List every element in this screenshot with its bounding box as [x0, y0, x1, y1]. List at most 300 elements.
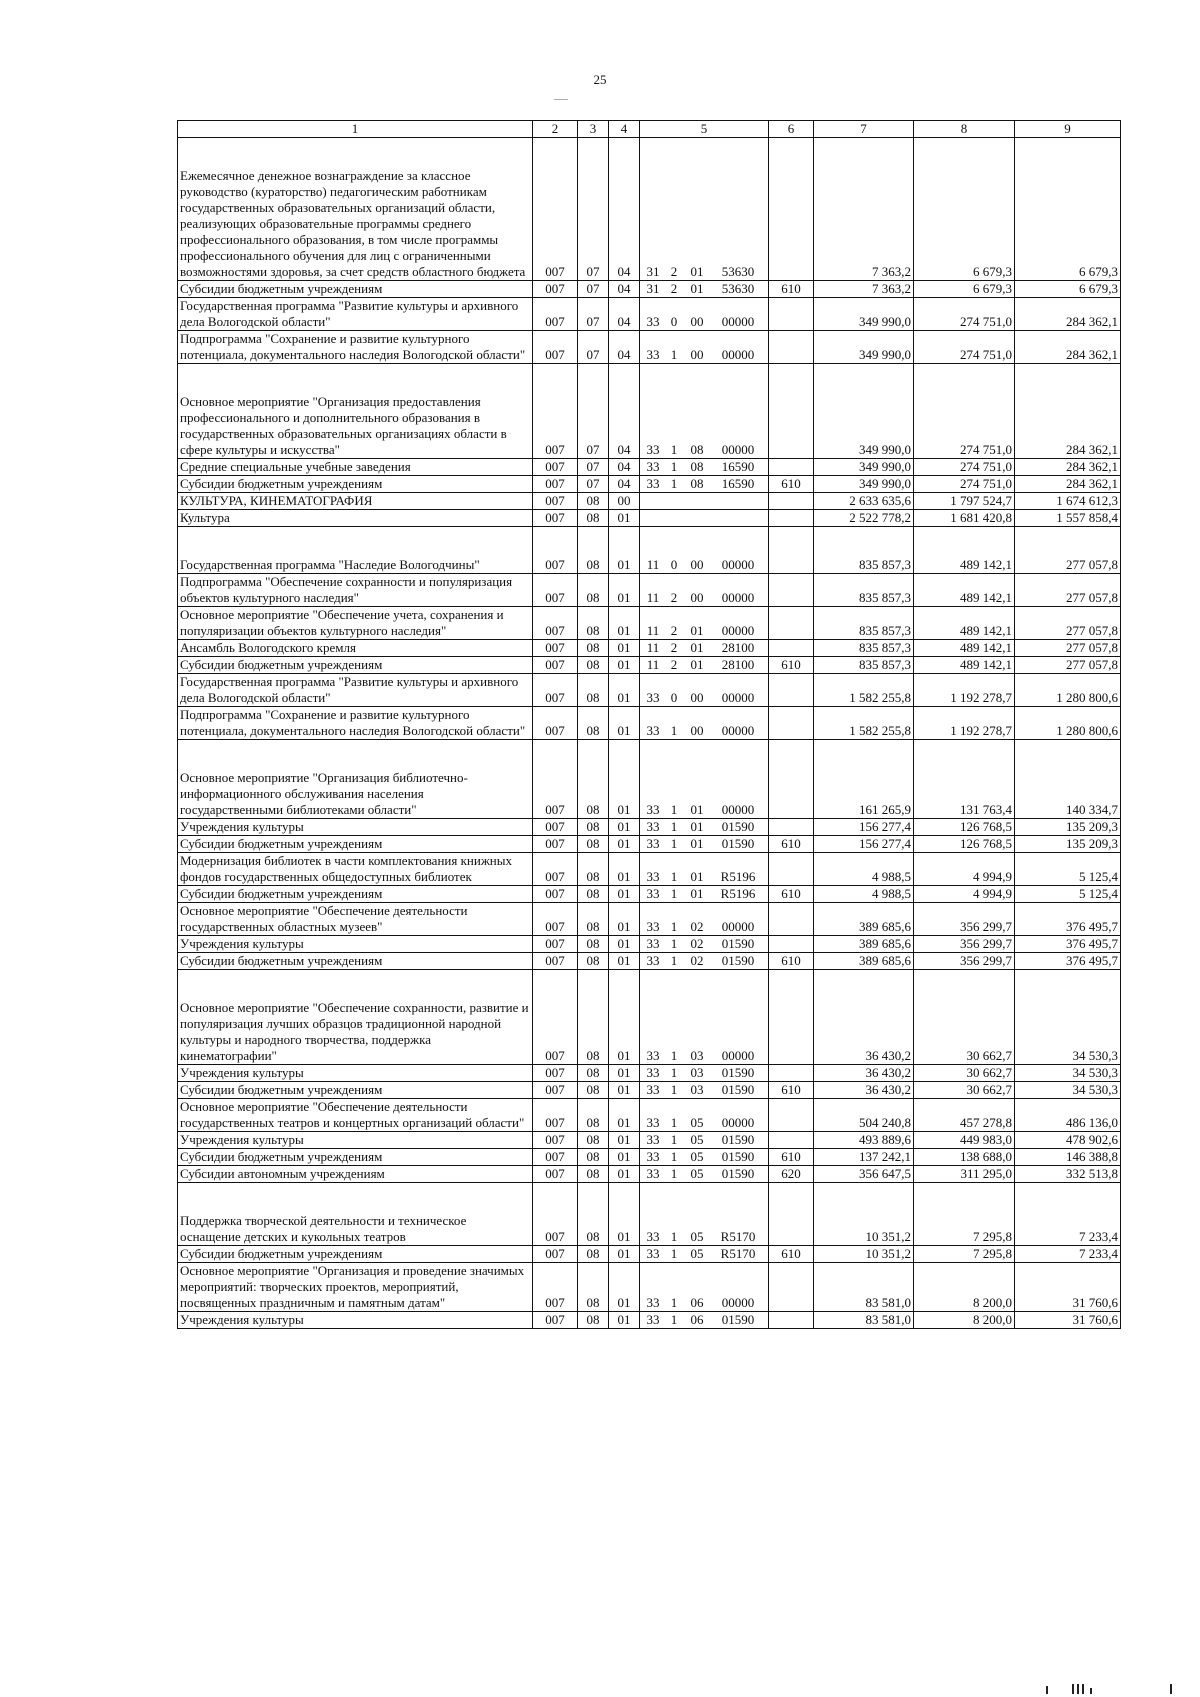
code-section: 08 — [578, 970, 609, 1065]
header-cell: 4 — [609, 121, 640, 138]
amount-year-1: 2 522 778,2 — [814, 510, 914, 527]
amount-year-3: 1 280 800,6 — [1015, 707, 1121, 740]
code-section: 08 — [578, 510, 609, 527]
amount-year-3: 284 362,1 — [1015, 364, 1121, 459]
row-name: Субсидии бюджетным учреждениям — [178, 1246, 533, 1263]
table-row — [178, 740, 1121, 819]
code-target-article — [640, 836, 769, 853]
code-event: 01 — [690, 640, 704, 655]
amount-year-3: 34 530,3 — [1015, 970, 1121, 1065]
code-section: 08 — [578, 1065, 609, 1082]
table-row — [178, 936, 1121, 953]
code-direction: 16590 — [721, 459, 755, 474]
code-event: 06 — [690, 1312, 704, 1327]
table-row — [178, 1246, 1121, 1263]
code-direction: 01590 — [721, 1132, 755, 1147]
code-expense-type — [769, 510, 814, 527]
code-target-article — [640, 607, 769, 640]
code-subprogram: 0 — [670, 557, 678, 572]
code-section: 07 — [578, 476, 609, 493]
code-direction: 00000 — [721, 919, 755, 934]
amount-year-2: 489 142,1 — [914, 527, 1015, 574]
code-section: 08 — [578, 1149, 609, 1166]
code-direction: 53630 — [721, 264, 755, 279]
code-direction: 01590 — [721, 1149, 755, 1164]
code-section: 08 — [578, 707, 609, 740]
code-ministry: 007 — [533, 527, 578, 574]
code-ministry: 007 — [533, 281, 578, 298]
code-ministry: 007 — [533, 138, 578, 281]
amount-year-1: 349 990,0 — [814, 459, 914, 476]
table-row — [178, 331, 1121, 364]
code-section: 08 — [578, 853, 609, 886]
amount-year-3: 376 495,7 — [1015, 936, 1121, 953]
table-row — [178, 886, 1121, 903]
table-row — [178, 1099, 1121, 1132]
amount-year-1: 356 647,5 — [814, 1166, 914, 1183]
amount-year-1: 835 857,3 — [814, 657, 914, 674]
code-direction: 00000 — [721, 802, 755, 817]
code-subprogram: 1 — [670, 1166, 678, 1181]
code-expense-type — [769, 1099, 814, 1132]
code-event: 05 — [690, 1149, 704, 1164]
amount-year-2: 356 299,7 — [914, 953, 1015, 970]
code-ministry: 007 — [533, 1132, 578, 1149]
amount-year-3: 135 209,3 — [1015, 819, 1121, 836]
code-section: 08 — [578, 1183, 609, 1246]
code-expense-type — [769, 707, 814, 740]
code-event: 03 — [690, 1065, 704, 1080]
amount-year-1: 36 430,2 — [814, 970, 914, 1065]
code-section: 08 — [578, 936, 609, 953]
table-row — [178, 953, 1121, 970]
table-row — [178, 1312, 1121, 1329]
code-target-article — [640, 298, 769, 331]
code-subsection: 01 — [609, 853, 640, 886]
amount-year-3: 277 057,8 — [1015, 657, 1121, 674]
amount-year-3: 1 674 612,3 — [1015, 493, 1121, 510]
code-subprogram: 1 — [670, 459, 678, 474]
code-target-article — [640, 281, 769, 298]
amount-year-3: 31 760,6 — [1015, 1263, 1121, 1312]
amount-year-3: 31 760,6 — [1015, 1312, 1121, 1329]
code-subsection: 01 — [609, 657, 640, 674]
code-subprogram: 1 — [670, 802, 678, 817]
code-ministry: 007 — [533, 510, 578, 527]
code-expense-type: 610 — [769, 886, 814, 903]
amount-year-2: 489 142,1 — [914, 607, 1015, 640]
code-direction: 28100 — [721, 640, 755, 655]
code-ministry: 007 — [533, 674, 578, 707]
amount-year-1: 156 277,4 — [814, 819, 914, 836]
code-subprogram: 1 — [670, 442, 678, 457]
code-target-article — [640, 886, 769, 903]
row-name: Подпрограмма "Сохранение и развитие культурного потенциала, документального наследия Вологодской области" — [178, 707, 533, 740]
scan-marks — [1046, 1684, 1176, 1694]
code-ministry: 007 — [533, 607, 578, 640]
code-subsection: 01 — [609, 970, 640, 1065]
code-program: 33 — [646, 1312, 660, 1327]
amount-year-3: 486 136,0 — [1015, 1099, 1121, 1132]
code-subsection: 01 — [609, 1132, 640, 1149]
table-row — [178, 527, 1121, 574]
amount-year-1: 349 990,0 — [814, 298, 914, 331]
code-ministry: 007 — [533, 574, 578, 607]
code-program: 33 — [646, 936, 660, 951]
header-cell: 3 — [578, 121, 609, 138]
code-program: 33 — [646, 1065, 660, 1080]
code-event: 00 — [690, 557, 704, 572]
code-section: 08 — [578, 903, 609, 936]
code-event: 00 — [690, 723, 704, 738]
code-subsection: 01 — [609, 1082, 640, 1099]
page-number: 25 — [593, 72, 607, 87]
code-event: 01 — [690, 886, 704, 901]
code-target-article — [640, 1312, 769, 1329]
amount-year-2: 131 763,4 — [914, 740, 1015, 819]
row-name: Субсидии бюджетным учреждениям — [178, 953, 533, 970]
code-event: 06 — [690, 1295, 704, 1310]
table-row — [178, 853, 1121, 886]
code-ministry: 007 — [533, 953, 578, 970]
code-event: 08 — [690, 459, 704, 474]
code-subprogram: 1 — [670, 1132, 678, 1147]
amount-year-2: 30 662,7 — [914, 1065, 1015, 1082]
amount-year-1: 83 581,0 — [814, 1312, 914, 1329]
code-program: 33 — [646, 723, 660, 738]
code-program: 11 — [646, 557, 660, 572]
table-row — [178, 1132, 1121, 1149]
code-subprogram: 1 — [670, 1115, 678, 1130]
code-direction: 00000 — [721, 723, 755, 738]
row-name: Учреждения культуры — [178, 1065, 533, 1082]
amount-year-2: 449 983,0 — [914, 1132, 1015, 1149]
amount-year-3: 332 513,8 — [1015, 1166, 1121, 1183]
code-subprogram: 2 — [670, 623, 678, 638]
amount-year-3: 34 530,3 — [1015, 1082, 1121, 1099]
row-name: Государственная программа "Наследие Вологодчины" — [178, 527, 533, 574]
amount-year-1: 835 857,3 — [814, 607, 914, 640]
code-program: 33 — [646, 836, 660, 851]
code-section: 08 — [578, 527, 609, 574]
row-name: Учреждения культуры — [178, 936, 533, 953]
amount-year-2: 8 200,0 — [914, 1263, 1015, 1312]
amount-year-2: 4 994,9 — [914, 886, 1015, 903]
code-subprogram: 1 — [670, 886, 678, 901]
table-row — [178, 1166, 1121, 1183]
code-target-article — [640, 1246, 769, 1263]
code-expense-type — [769, 138, 814, 281]
amount-year-3: 284 362,1 — [1015, 459, 1121, 476]
amount-year-3: 146 388,8 — [1015, 1149, 1121, 1166]
code-ministry: 007 — [533, 640, 578, 657]
amount-year-1: 7 363,2 — [814, 281, 914, 298]
code-expense-type — [769, 574, 814, 607]
code-direction: 01590 — [721, 1166, 755, 1181]
header-cell: 7 — [814, 121, 914, 138]
code-event: 05 — [690, 1166, 704, 1181]
code-subprogram: 1 — [670, 347, 678, 362]
code-expense-type: 610 — [769, 1246, 814, 1263]
amount-year-3: 6 679,3 — [1015, 138, 1121, 281]
amount-year-3: 284 362,1 — [1015, 476, 1121, 493]
code-subprogram: 1 — [670, 1229, 678, 1244]
code-direction: 16590 — [721, 476, 755, 491]
code-section: 08 — [578, 886, 609, 903]
code-direction: 01590 — [721, 819, 755, 834]
header-cell: 5 — [640, 121, 769, 138]
code-subprogram: 1 — [670, 1048, 678, 1063]
code-section: 08 — [578, 640, 609, 657]
code-expense-type — [769, 1263, 814, 1312]
code-ministry: 007 — [533, 331, 578, 364]
code-ministry: 007 — [533, 853, 578, 886]
code-direction: 01590 — [721, 936, 755, 951]
code-direction: 00000 — [721, 1115, 755, 1130]
amount-year-1: 7 363,2 — [814, 138, 914, 281]
code-direction: 01590 — [721, 1312, 755, 1327]
amount-year-3: 34 530,3 — [1015, 1065, 1121, 1082]
code-subsection: 01 — [609, 936, 640, 953]
row-name: Субсидии бюджетным учреждениям — [178, 886, 533, 903]
code-event: 08 — [690, 442, 704, 457]
code-section: 08 — [578, 953, 609, 970]
code-event: 00 — [690, 690, 704, 705]
code-program: 33 — [646, 1246, 660, 1261]
amount-year-3: 5 125,4 — [1015, 886, 1121, 903]
table-row — [178, 1183, 1121, 1246]
code-direction: 00000 — [721, 1295, 755, 1310]
code-subsection: 01 — [609, 510, 640, 527]
code-subsection: 01 — [609, 1263, 640, 1312]
code-section: 07 — [578, 281, 609, 298]
code-subprogram: 2 — [670, 264, 678, 279]
code-target-article — [640, 707, 769, 740]
code-expense-type — [769, 1183, 814, 1246]
row-name: Государственная программа "Развитие культуры и архивного дела Вологодской области" — [178, 674, 533, 707]
code-target-article — [640, 493, 769, 510]
code-ministry: 007 — [533, 886, 578, 903]
table-row — [178, 493, 1121, 510]
row-name: КУЛЬТУРА, КИНЕМАТОГРАФИЯ — [178, 493, 533, 510]
code-section: 08 — [578, 1246, 609, 1263]
code-target-article — [640, 331, 769, 364]
table-row — [178, 674, 1121, 707]
table-row — [178, 476, 1121, 493]
code-subsection: 01 — [609, 674, 640, 707]
amount-year-1: 504 240,8 — [814, 1099, 914, 1132]
amount-year-3: 277 057,8 — [1015, 640, 1121, 657]
amount-year-2: 274 751,0 — [914, 476, 1015, 493]
code-event: 05 — [690, 1132, 704, 1147]
code-section: 08 — [578, 493, 609, 510]
code-subsection: 01 — [609, 527, 640, 574]
code-subsection: 01 — [609, 740, 640, 819]
code-event: 01 — [690, 281, 704, 296]
code-subsection: 01 — [609, 707, 640, 740]
code-expense-type: 620 — [769, 1166, 814, 1183]
code-target-article — [640, 527, 769, 574]
code-program: 33 — [646, 819, 660, 834]
code-event: 01 — [690, 869, 704, 884]
code-expense-type: 610 — [769, 1082, 814, 1099]
code-event: 03 — [690, 1048, 704, 1063]
amount-year-2: 356 299,7 — [914, 903, 1015, 936]
code-ministry: 007 — [533, 1065, 578, 1082]
table-row — [178, 1082, 1121, 1099]
code-subprogram: 1 — [670, 819, 678, 834]
code-direction: 01590 — [721, 1082, 755, 1097]
amount-year-1: 349 990,0 — [814, 331, 914, 364]
code-direction: 01590 — [721, 953, 755, 968]
amount-year-3: 1 280 800,6 — [1015, 674, 1121, 707]
row-name: Модернизация библиотек в части комплектования книжных фондов государственных общедоступных библиотек — [178, 853, 533, 886]
code-section: 08 — [578, 1082, 609, 1099]
amount-year-3: 277 057,8 — [1015, 574, 1121, 607]
code-ministry: 007 — [533, 1149, 578, 1166]
code-target-article — [640, 510, 769, 527]
amount-year-1: 1 582 255,8 — [814, 707, 914, 740]
code-target-article — [640, 1263, 769, 1312]
code-program: 31 — [646, 281, 660, 296]
amount-year-1: 156 277,4 — [814, 836, 914, 853]
amount-year-3: 140 334,7 — [1015, 740, 1121, 819]
code-subprogram: 1 — [670, 1149, 678, 1164]
code-subprogram: 0 — [670, 690, 678, 705]
code-section: 07 — [578, 459, 609, 476]
code-expense-type: 610 — [769, 281, 814, 298]
code-target-article — [640, 740, 769, 819]
scan-mark — [554, 99, 568, 100]
code-section: 08 — [578, 674, 609, 707]
code-direction: R5170 — [720, 1246, 756, 1261]
code-target-article — [640, 476, 769, 493]
code-section: 08 — [578, 607, 609, 640]
row-name: Учреждения культуры — [178, 1312, 533, 1329]
row-name: Субсидии бюджетным учреждениям — [178, 1082, 533, 1099]
code-section: 08 — [578, 1099, 609, 1132]
code-program: 33 — [646, 1295, 660, 1310]
table-row — [178, 298, 1121, 331]
row-name: Основное мероприятие "Обеспечение деятельности государственных областных музеев" — [178, 903, 533, 936]
code-program: 31 — [646, 264, 660, 279]
code-subsection: 01 — [609, 953, 640, 970]
code-program: 33 — [646, 1115, 660, 1130]
code-ministry: 007 — [533, 819, 578, 836]
code-subsection: 01 — [609, 1166, 640, 1183]
code-expense-type: 610 — [769, 1149, 814, 1166]
code-subprogram: 1 — [670, 1295, 678, 1310]
code-program: 33 — [646, 442, 660, 457]
amount-year-1: 835 857,3 — [814, 574, 914, 607]
code-subsection: 01 — [609, 640, 640, 657]
code-event: 00 — [690, 347, 704, 362]
amount-year-2: 274 751,0 — [914, 459, 1015, 476]
row-name: Подпрограмма "Обеспечение сохранности и популяризация объектов культурного наследия" — [178, 574, 533, 607]
table-row — [178, 138, 1121, 281]
row-name: Субсидии бюджетным учреждениям — [178, 657, 533, 674]
code-ministry: 007 — [533, 1183, 578, 1246]
amount-year-1: 137 242,1 — [814, 1149, 914, 1166]
code-expense-type: 610 — [769, 953, 814, 970]
code-subprogram: 0 — [670, 314, 678, 329]
amount-year-3: 1 557 858,4 — [1015, 510, 1121, 527]
code-program: 33 — [646, 1132, 660, 1147]
code-target-article — [640, 819, 769, 836]
code-subsection: 00 — [609, 493, 640, 510]
code-target-article — [640, 903, 769, 936]
code-target-article — [640, 1099, 769, 1132]
code-event: 00 — [690, 590, 704, 605]
row-name: Учреждения культуры — [178, 1132, 533, 1149]
code-program: 33 — [646, 347, 660, 362]
amount-year-1: 835 857,3 — [814, 527, 914, 574]
amount-year-3: 376 495,7 — [1015, 903, 1121, 936]
amount-year-1: 4 988,5 — [814, 886, 914, 903]
code-program: 33 — [646, 459, 660, 474]
code-ministry: 007 — [533, 364, 578, 459]
amount-year-2: 6 679,3 — [914, 281, 1015, 298]
code-ministry: 007 — [533, 1099, 578, 1132]
code-ministry: 007 — [533, 476, 578, 493]
code-direction: 00000 — [721, 314, 755, 329]
amount-year-3: 277 057,8 — [1015, 527, 1121, 574]
amount-year-3: 284 362,1 — [1015, 331, 1121, 364]
row-name: Субсидии бюджетным учреждениям — [178, 281, 533, 298]
table-row — [178, 819, 1121, 836]
amount-year-1: 10 351,2 — [814, 1246, 914, 1263]
code-ministry: 007 — [533, 1082, 578, 1099]
code-event: 01 — [690, 623, 704, 638]
amount-year-2: 1 192 278,7 — [914, 707, 1015, 740]
code-subprogram: 1 — [670, 919, 678, 934]
code-direction: 01590 — [721, 836, 755, 851]
row-name: Ежемесячное денежное вознаграждение за классное руководство (кураторство) педагогическим работникам государственных образовательных организаций области, реализующих образовательные программы среднего профессионального образования, в том числе программы профессионального обучения для лиц с ограниченными возможностями здоровья, за счет средств областного бюджета — [178, 138, 533, 281]
code-program: 33 — [646, 1048, 660, 1063]
amount-year-3: 7 233,4 — [1015, 1246, 1121, 1263]
amount-year-1: 36 430,2 — [814, 1065, 914, 1082]
code-program: 33 — [646, 1082, 660, 1097]
code-ministry: 007 — [533, 836, 578, 853]
code-section: 08 — [578, 574, 609, 607]
code-expense-type — [769, 740, 814, 819]
code-subprogram: 1 — [670, 1312, 678, 1327]
amount-year-2: 126 768,5 — [914, 836, 1015, 853]
code-subsection: 01 — [609, 886, 640, 903]
code-ministry: 007 — [533, 1263, 578, 1312]
amount-year-2: 311 295,0 — [914, 1166, 1015, 1183]
amount-year-2: 274 751,0 — [914, 364, 1015, 459]
code-direction: R5170 — [720, 1229, 756, 1244]
code-target-article — [640, 640, 769, 657]
code-target-article — [640, 364, 769, 459]
code-subprogram: 2 — [670, 590, 678, 605]
amount-year-1: 389 685,6 — [814, 936, 914, 953]
amount-year-1: 835 857,3 — [814, 640, 914, 657]
code-program: 33 — [646, 1149, 660, 1164]
code-ministry: 007 — [533, 1312, 578, 1329]
code-section: 07 — [578, 138, 609, 281]
code-target-article — [640, 1132, 769, 1149]
code-expense-type — [769, 1065, 814, 1082]
row-name: Культура — [178, 510, 533, 527]
code-target-article — [640, 1065, 769, 1082]
table-row — [178, 1065, 1121, 1082]
code-subprogram: 2 — [670, 281, 678, 296]
code-expense-type — [769, 1312, 814, 1329]
code-program: 33 — [646, 886, 660, 901]
table-row — [178, 970, 1121, 1065]
